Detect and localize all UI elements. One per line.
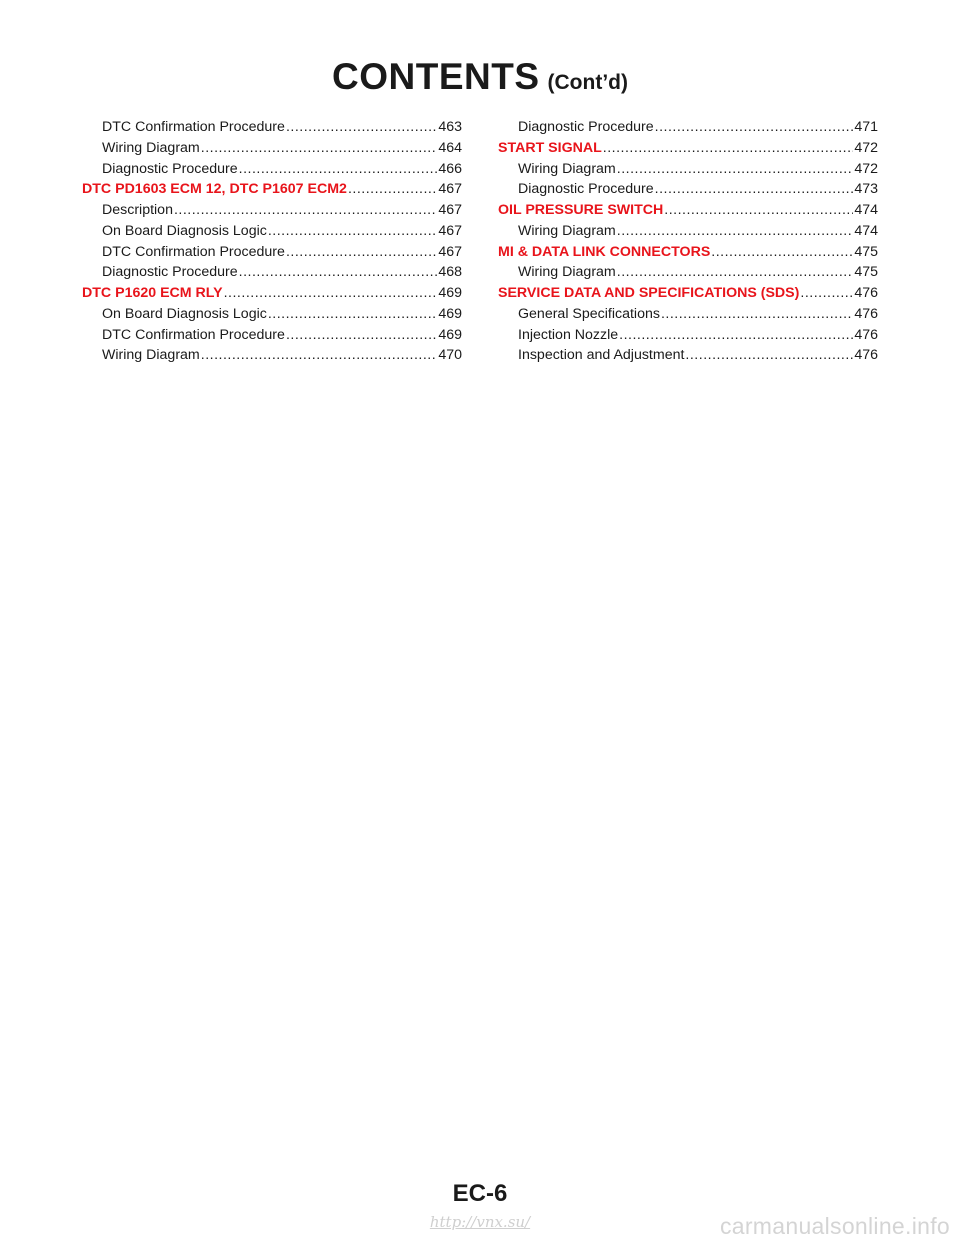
page-title: [0, 56, 960, 98]
page-number: EC-6: [452, 1180, 508, 1207]
toc-entry-label: General Specifications: [518, 305, 660, 322]
toc-entry[interactable]: [82, 159, 462, 180]
toc-entry-label: Wiring Diagram: [518, 222, 616, 239]
toc-entry[interactable]: [82, 117, 462, 138]
watermark: carmanualsonline.info: [719, 1213, 950, 1239]
title-subtitle: (Cont’d): [547, 71, 628, 94]
toc-entry-label: Description: [102, 202, 173, 218]
toc-entry-label: Diagnostic Procedure: [518, 181, 654, 198]
toc-section-heading[interactable]: [498, 242, 878, 263]
toc-section-heading[interactable]: [82, 179, 462, 200]
toc-page-number: 472: [854, 139, 878, 156]
toc-leader-dots: [664, 200, 853, 221]
toc-entry[interactable]: [498, 159, 878, 180]
toc-entry-label: Wiring Diagram: [102, 347, 200, 364]
toc-entry[interactable]: [498, 179, 878, 200]
toc-leader-dots: [685, 345, 853, 366]
toc-leader-dots: [286, 325, 437, 346]
toc-page-number: 475: [854, 243, 878, 260]
toc-entry-label: Diagnostic Procedure: [102, 160, 238, 177]
toc-leader-dots: [201, 138, 438, 159]
toc-entry-label: SERVICE DATA AND SPECIFICATIONS (SDS): [498, 285, 800, 301]
toc-leader-dots: [617, 159, 854, 180]
toc-entry[interactable]: [498, 117, 878, 138]
toc-leader-dots: [603, 138, 854, 159]
toc-page-number: 467: [438, 181, 462, 198]
toc-entry-label: Diagnostic Procedure: [102, 264, 238, 281]
toc-entry-label: OIL PRESSURE SWITCH: [498, 202, 664, 218]
toc-page-number: 474: [854, 222, 878, 239]
toc-leader-dots: [617, 262, 854, 283]
toc-leader-dots: [201, 345, 438, 366]
toc-leader-dots: [239, 159, 438, 180]
toc-entry-label: Inspection and Adjustment: [518, 347, 685, 364]
toc-page-number: 469: [438, 326, 462, 343]
toc-page-number: 474: [854, 202, 878, 218]
toc-entry-label: DTC Confirmation Procedure: [102, 326, 285, 343]
toc-entry-label: MI & DATA LINK CONNECTORS: [498, 243, 711, 260]
toc-page-number: 468: [438, 264, 462, 281]
toc-leader-dots: [286, 242, 437, 263]
toc-entry-label: Injection Nozzle: [518, 326, 619, 343]
footer-url-link[interactable]: http://vnx.su/: [429, 1213, 531, 1231]
toc-page-number: 470: [438, 347, 462, 364]
toc-entry-label: DTC P1620 ECM RLY: [82, 285, 223, 301]
title-main: CONTENTS: [332, 56, 540, 97]
toc-entry[interactable]: [82, 325, 462, 346]
toc-leader-dots: [619, 325, 853, 346]
toc-leader-dots: [224, 283, 438, 304]
toc-leader-dots: [268, 221, 438, 242]
toc-page-number: 476: [854, 285, 878, 301]
toc-page-number: 464: [438, 139, 462, 156]
toc-entry-label: DTC Confirmation Procedure: [102, 119, 285, 135]
toc-leader-dots: [661, 304, 853, 325]
toc-entry-label: Wiring Diagram: [518, 160, 616, 177]
toc-leader-dots: [239, 262, 438, 283]
toc-entry[interactable]: [498, 304, 878, 325]
toc-entry[interactable]: [82, 242, 462, 263]
toc-entry-label: Wiring Diagram: [518, 264, 616, 281]
toc-left-column: [82, 117, 462, 366]
toc-entry-label: DTC PD1603 ECM 12, DTC P1607 ECM2: [82, 181, 347, 198]
toc-page-number: 476: [854, 326, 878, 343]
toc-entry[interactable]: [82, 138, 462, 159]
toc-page-number: 463: [438, 119, 462, 135]
toc-right-column: [498, 117, 878, 366]
toc-leader-dots: [655, 179, 854, 200]
toc-entry[interactable]: [498, 325, 878, 346]
toc-entry[interactable]: [82, 304, 462, 325]
toc-page-number: 476: [854, 347, 878, 364]
toc-leader-dots: [711, 242, 853, 263]
toc-page-number: 467: [438, 202, 462, 218]
toc-entry-label: START SIGNAL: [498, 139, 602, 156]
toc-leader-dots: [655, 117, 854, 138]
toc-entry-label: On Board Diagnosis Logic: [102, 305, 267, 322]
toc-page-number: 471: [854, 119, 878, 135]
toc-page-number: 467: [438, 243, 462, 260]
toc-page-number: 472: [854, 160, 878, 177]
toc-leader-dots: [174, 200, 437, 221]
toc-entry-label: Diagnostic Procedure: [518, 119, 654, 135]
toc-section-heading[interactable]: [498, 138, 878, 159]
toc-page-number: 476: [854, 305, 878, 322]
toc-entry[interactable]: [498, 262, 878, 283]
toc-page-number: 467: [438, 222, 462, 239]
toc-section-heading[interactable]: [82, 283, 462, 304]
toc-leader-dots: [617, 221, 854, 242]
toc-leader-dots: [800, 283, 853, 304]
toc-entry[interactable]: [82, 262, 462, 283]
toc-entry-label: Wiring Diagram: [102, 139, 200, 156]
toc-leader-dots: [268, 304, 438, 325]
toc-entry[interactable]: [82, 345, 462, 366]
toc-page-number: 475: [854, 264, 878, 281]
toc-entry[interactable]: [498, 345, 878, 366]
toc-section-heading[interactable]: [498, 283, 878, 304]
toc-entry-label: DTC Confirmation Procedure: [102, 243, 285, 260]
toc-entry[interactable]: [82, 221, 462, 242]
toc-page-number: 466: [438, 160, 462, 177]
toc-section-heading[interactable]: [498, 200, 878, 221]
toc-entry[interactable]: [82, 200, 462, 221]
toc-page-number: 469: [438, 305, 462, 322]
toc-leader-dots: [348, 179, 437, 200]
toc-leader-dots: [286, 117, 437, 138]
toc-entry[interactable]: [498, 221, 878, 242]
toc-entry-label: On Board Diagnosis Logic: [102, 222, 267, 239]
toc-page-number: 469: [438, 285, 462, 301]
toc-page-number: 473: [854, 181, 878, 198]
